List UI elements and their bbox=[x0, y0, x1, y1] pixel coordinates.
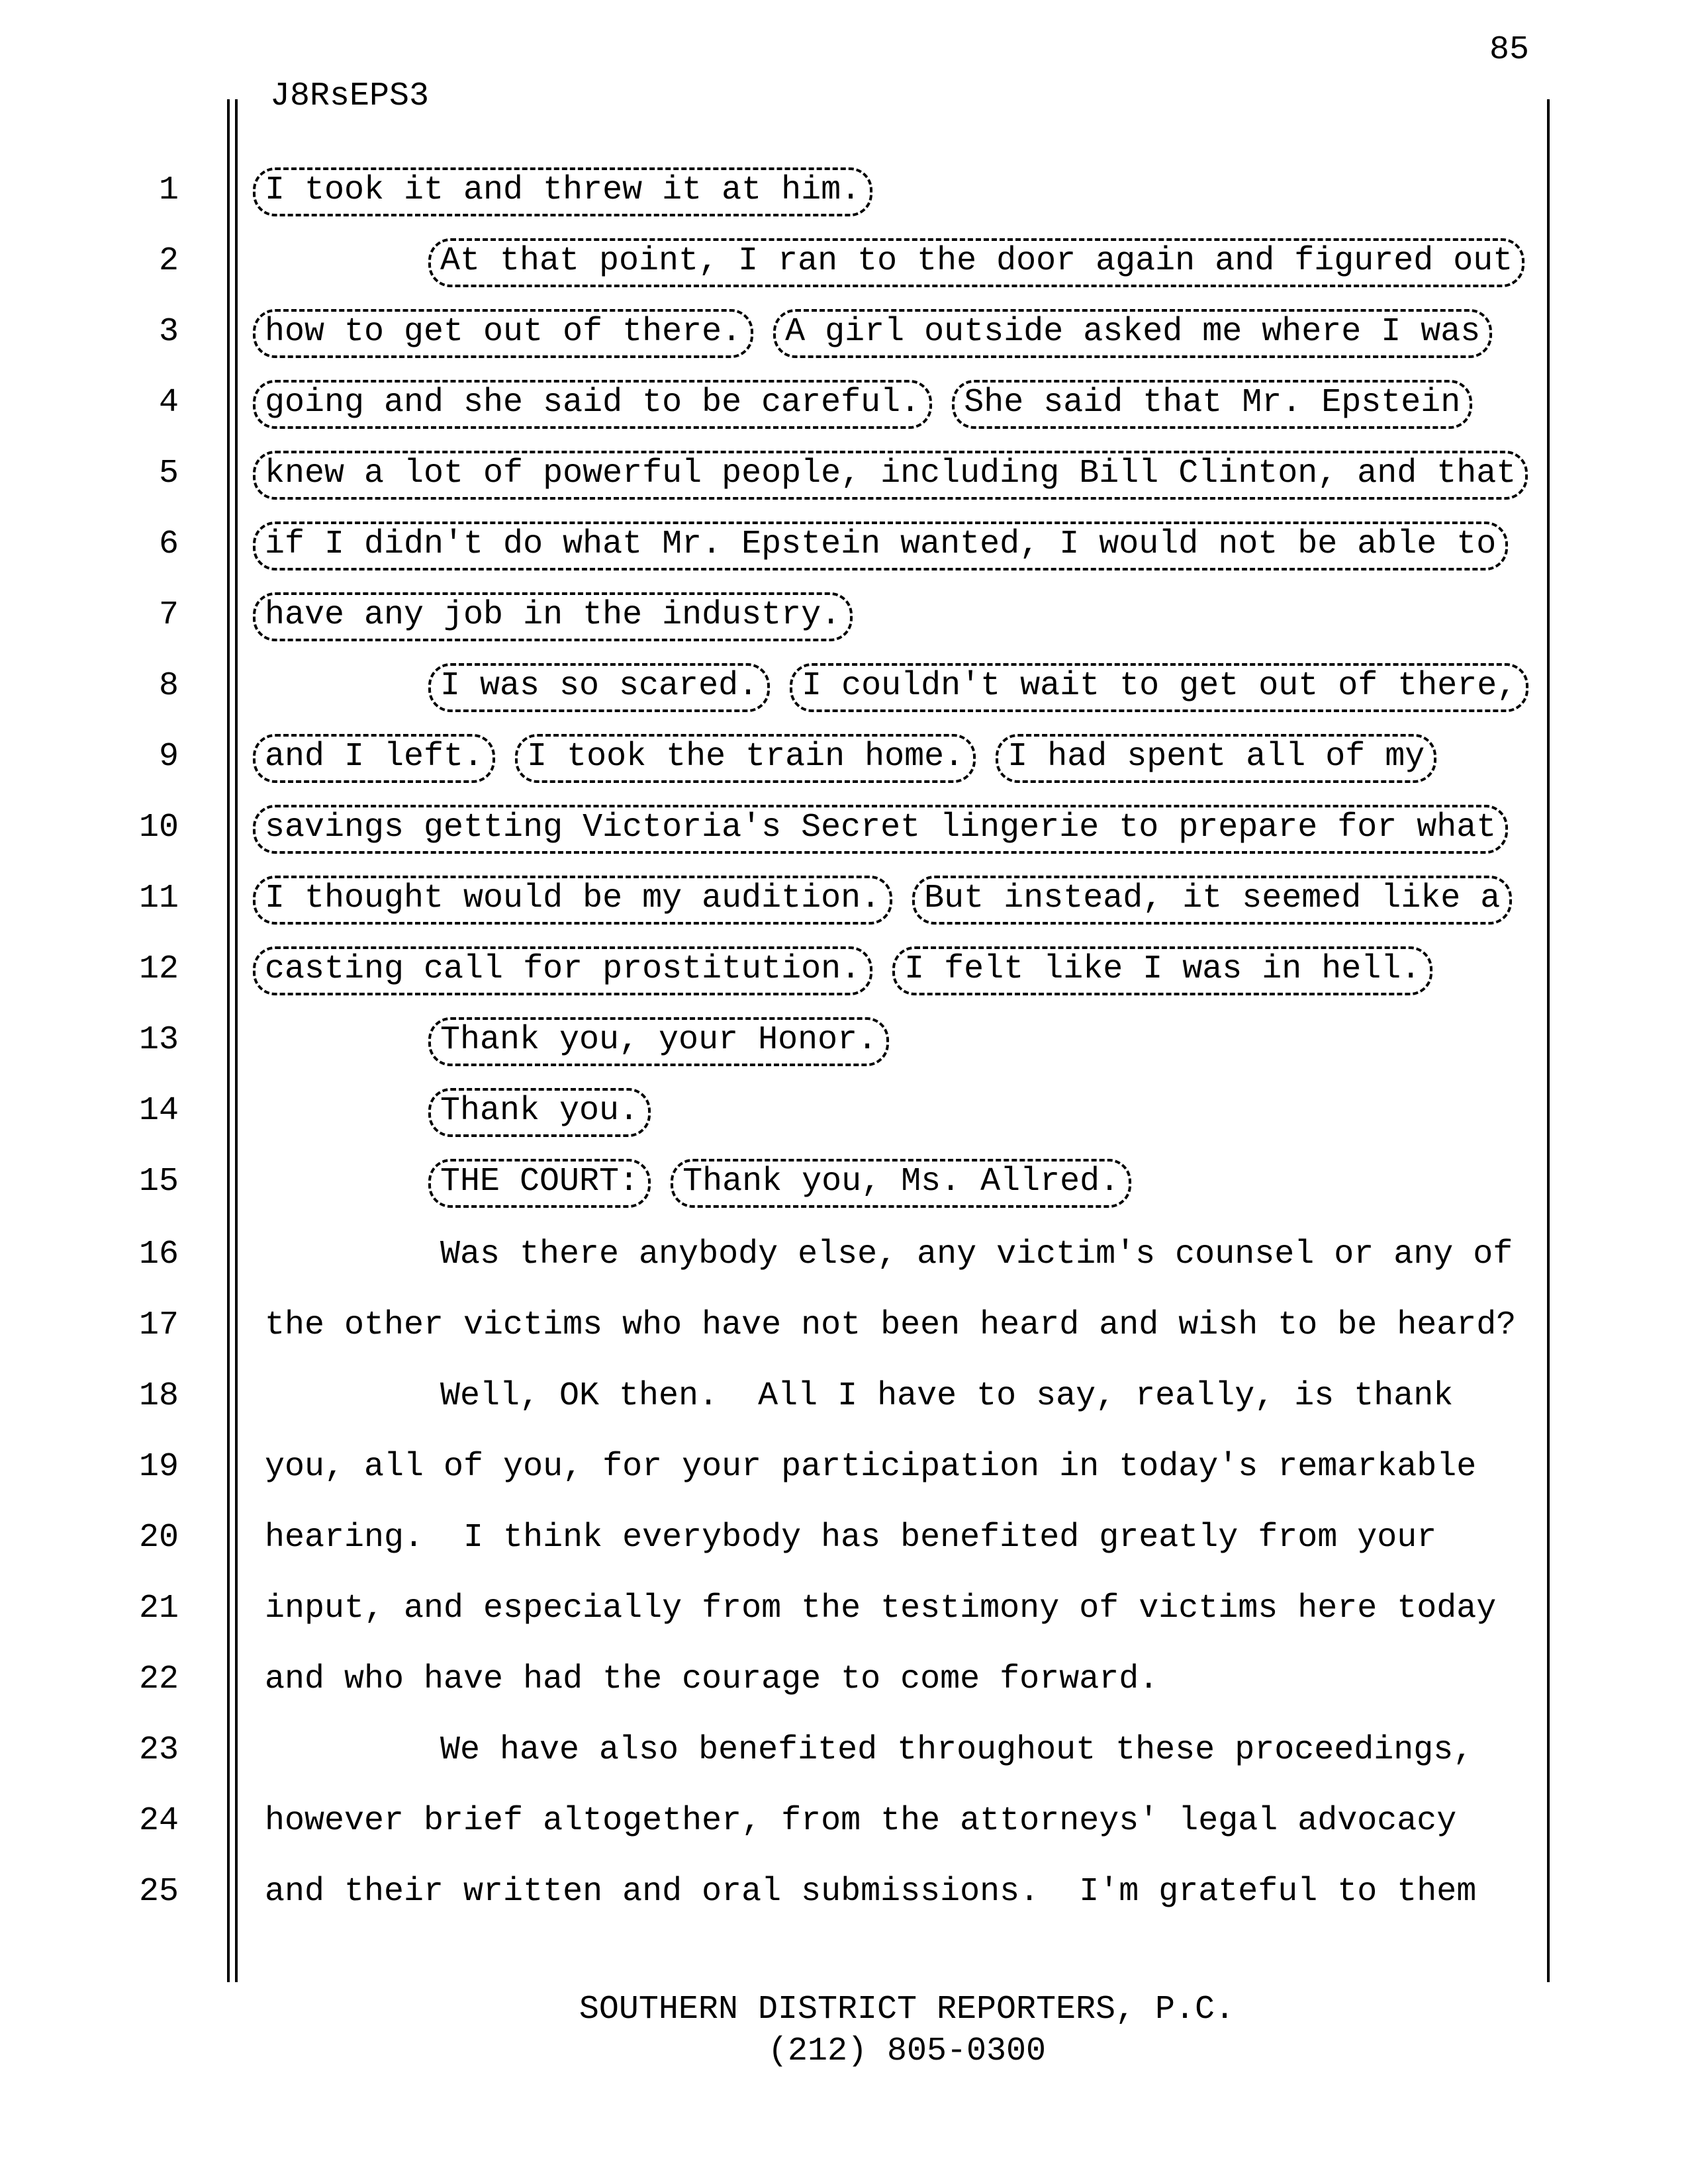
document-id: J8RsEPS3 bbox=[270, 77, 430, 115]
line-text bbox=[179, 1017, 889, 1066]
text-segment: We have also benefited throughout these proceedings, bbox=[440, 1731, 1474, 1769]
text-segment: and their written and oral submissions. I'm grateful to them bbox=[265, 1873, 1477, 1911]
boxed-segment: THE COURT: bbox=[428, 1159, 651, 1208]
text-segment: hearing. I think everybody has benefited greatly from your bbox=[265, 1519, 1437, 1557]
line-number: 23 bbox=[138, 1731, 179, 1769]
boxed-segment: how to get out of there. bbox=[253, 309, 753, 358]
line-number: 15 bbox=[138, 1163, 179, 1201]
line-text bbox=[179, 946, 1432, 995]
line-text bbox=[179, 876, 1512, 925]
line-text bbox=[179, 1663, 1158, 1696]
line-number: 5 bbox=[158, 455, 179, 492]
line-text bbox=[179, 167, 872, 216]
transcript-line bbox=[0, 946, 1688, 995]
boxed-segment: I couldn't wait to get out of there, bbox=[790, 663, 1528, 712]
transcript-line bbox=[0, 1590, 1688, 1627]
text-segment: however brief altogether, from the attorneys' legal advocacy bbox=[265, 1802, 1457, 1840]
line-number: 14 bbox=[138, 1092, 179, 1130]
line-number: 8 bbox=[158, 667, 179, 705]
transcript-line bbox=[0, 1519, 1688, 1557]
line-text bbox=[179, 238, 1524, 287]
transcript-line bbox=[0, 1731, 1688, 1769]
line-number: 21 bbox=[138, 1590, 179, 1627]
line-text bbox=[179, 1088, 651, 1137]
line-number: 7 bbox=[158, 596, 179, 634]
boxed-segment: I took it and threw it at him. bbox=[253, 167, 872, 216]
transcript-line bbox=[0, 1306, 1688, 1344]
line-number: 9 bbox=[158, 738, 179, 776]
transcript-line bbox=[0, 451, 1688, 500]
line-text bbox=[179, 592, 853, 641]
line-text bbox=[179, 1238, 1513, 1271]
line-text bbox=[179, 1802, 1457, 1840]
line-text bbox=[179, 734, 1436, 783]
line-number: 25 bbox=[138, 1873, 179, 1911]
line-text bbox=[179, 451, 1528, 500]
line-text bbox=[179, 663, 1528, 712]
boxed-segment: At that point, I ran to the door again and figured out bbox=[428, 238, 1524, 287]
line-number: 3 bbox=[158, 313, 179, 351]
transcript-line bbox=[0, 1802, 1688, 1840]
line-text bbox=[179, 380, 1472, 429]
line-number: 10 bbox=[138, 809, 179, 846]
boxed-segment: She said that Mr. Epstein bbox=[952, 380, 1472, 429]
boxed-segment: I had spent all of my bbox=[996, 734, 1436, 783]
text-segment: the other victims who have not been heard and wish to be heard? bbox=[265, 1306, 1517, 1344]
line-text bbox=[179, 1159, 1131, 1208]
boxed-segment: A girl outside asked me where I was bbox=[773, 309, 1492, 358]
transcript-line bbox=[0, 805, 1688, 854]
line-number: 16 bbox=[138, 1236, 179, 1273]
line-text bbox=[179, 1306, 1517, 1344]
line-number: 24 bbox=[138, 1802, 179, 1840]
transcript-line bbox=[0, 592, 1688, 641]
transcript-line bbox=[0, 1159, 1688, 1208]
line-text bbox=[179, 1731, 1474, 1769]
boxed-segment: casting call for prostitution. bbox=[253, 946, 872, 995]
line-text bbox=[179, 1519, 1437, 1557]
line-number: 2 bbox=[158, 242, 179, 280]
transcript-line bbox=[0, 1661, 1688, 1698]
transcript-line bbox=[0, 1236, 1688, 1273]
line-text bbox=[179, 1377, 1454, 1415]
footer-reporter-name: SOUTHERN DISTRICT REPORTERS, P.C. bbox=[579, 1991, 1235, 2028]
boxed-segment: if I didn't do what Mr. Epstein wanted, I would not be able to bbox=[253, 522, 1508, 570]
line-number: 12 bbox=[138, 950, 179, 988]
text-segment: input, and especially from the testimony of victims here today bbox=[265, 1590, 1497, 1627]
line-number: 20 bbox=[138, 1519, 179, 1557]
boxed-segment: going and she said to be careful. bbox=[253, 380, 932, 429]
transcript-line bbox=[0, 1873, 1688, 1911]
line-number: 19 bbox=[138, 1448, 179, 1486]
boxed-segment: I felt like I was in hell. bbox=[892, 946, 1432, 995]
transcript-line bbox=[0, 1377, 1688, 1415]
line-number: 1 bbox=[158, 171, 179, 209]
footer-phone: (212) 805-0300 bbox=[767, 2032, 1047, 2070]
boxed-segment: I was so scared. bbox=[428, 663, 770, 712]
transcript-line bbox=[0, 1448, 1688, 1486]
transcript-line bbox=[0, 522, 1688, 570]
line-text bbox=[179, 1592, 1496, 1625]
boxed-segment: But instead, it seemed like a bbox=[912, 876, 1512, 925]
boxed-segment: I thought would be my audition. bbox=[253, 876, 892, 925]
line-text bbox=[179, 1873, 1477, 1911]
boxed-segment: and I left. bbox=[253, 734, 495, 783]
boxed-segment: savings getting Victoria's Secret lingerie to prepare for what bbox=[253, 805, 1508, 854]
transcript-line bbox=[0, 167, 1688, 216]
text-segment: Was there anybody else, any victim's counsel or any of bbox=[440, 1236, 1513, 1273]
line-number: 13 bbox=[138, 1021, 179, 1059]
boxed-segment: I took the train home. bbox=[515, 734, 976, 783]
text-segment: and who have had the courage to come forward. bbox=[265, 1661, 1159, 1698]
line-text bbox=[179, 309, 1492, 358]
transcript-line bbox=[0, 734, 1688, 783]
line-number: 18 bbox=[138, 1377, 179, 1415]
page-number: 85 bbox=[1489, 31, 1529, 69]
boxed-segment: knew a lot of powerful people, including Bill Clinton, and that bbox=[253, 451, 1528, 500]
transcript-line bbox=[0, 238, 1688, 287]
text-segment: you, all of you, for your participation in today's remarkable bbox=[265, 1448, 1477, 1486]
text-segment: Well, OK then. All I have to say, really, is thank bbox=[440, 1377, 1454, 1415]
line-number: 22 bbox=[138, 1661, 179, 1698]
boxed-segment: Thank you. bbox=[428, 1088, 651, 1137]
line-text bbox=[179, 522, 1508, 570]
line-number: 17 bbox=[138, 1306, 179, 1344]
boxed-segment: Thank you, Ms. Allred. bbox=[671, 1159, 1131, 1208]
line-text bbox=[179, 805, 1508, 854]
transcript-line bbox=[0, 380, 1688, 429]
transcript-line bbox=[0, 876, 1688, 925]
line-number: 4 bbox=[158, 384, 179, 422]
line-number: 11 bbox=[138, 880, 179, 917]
transcript-line bbox=[0, 663, 1688, 712]
line-number: 6 bbox=[158, 525, 179, 563]
boxed-segment: Thank you, your Honor. bbox=[428, 1017, 889, 1066]
transcript-line bbox=[0, 1088, 1688, 1137]
page-footer bbox=[265, 1989, 1549, 2072]
transcript-line bbox=[0, 309, 1688, 358]
transcript-line bbox=[0, 1017, 1688, 1066]
line-text bbox=[179, 1448, 1477, 1486]
boxed-segment: have any job in the industry. bbox=[253, 592, 853, 641]
